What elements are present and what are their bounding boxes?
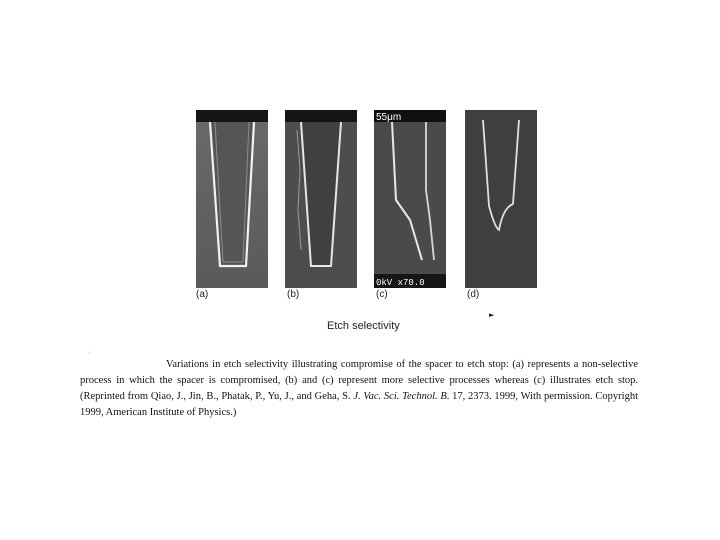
panel-label-c: (c) bbox=[376, 289, 388, 300]
caption-journal: J. Vac. Sci. Technol. B bbox=[353, 391, 447, 402]
bullet-mark: · bbox=[88, 350, 90, 356]
panel-label-a: (a) bbox=[196, 289, 209, 300]
figure-caption bbox=[80, 357, 638, 421]
caption-text: Variations in etch selectivity illustrating compromise of the spacer to etch stop: (a) represents a non-selective process in which the spacer is compromised, (b) and (c) represent more selective processes whereas (c) illustrates etch stop. (Reprinted from Qiao, J., Jin, B., Phatak, P., Yu, J., and Geha, S. bbox=[80, 359, 638, 402]
caption-text-end: . 17, 2373. 1999, With permission. Copyright 1999, American Institute of Physics.) bbox=[80, 391, 638, 418]
sem-image-a bbox=[196, 110, 268, 288]
panel-label-b: (b) bbox=[287, 289, 300, 300]
figure-title: Etch selectivity bbox=[327, 320, 400, 332]
sem-image-c bbox=[374, 110, 446, 288]
sem-image-b bbox=[285, 110, 357, 288]
sem-footer-label: 0kV x70.0 bbox=[376, 278, 425, 288]
sem-image-d bbox=[465, 110, 537, 288]
scale-bar-label: 55μm bbox=[376, 112, 402, 123]
play-arrow-icon: ► bbox=[489, 311, 495, 319]
panel-label-d: (d) bbox=[467, 289, 480, 300]
